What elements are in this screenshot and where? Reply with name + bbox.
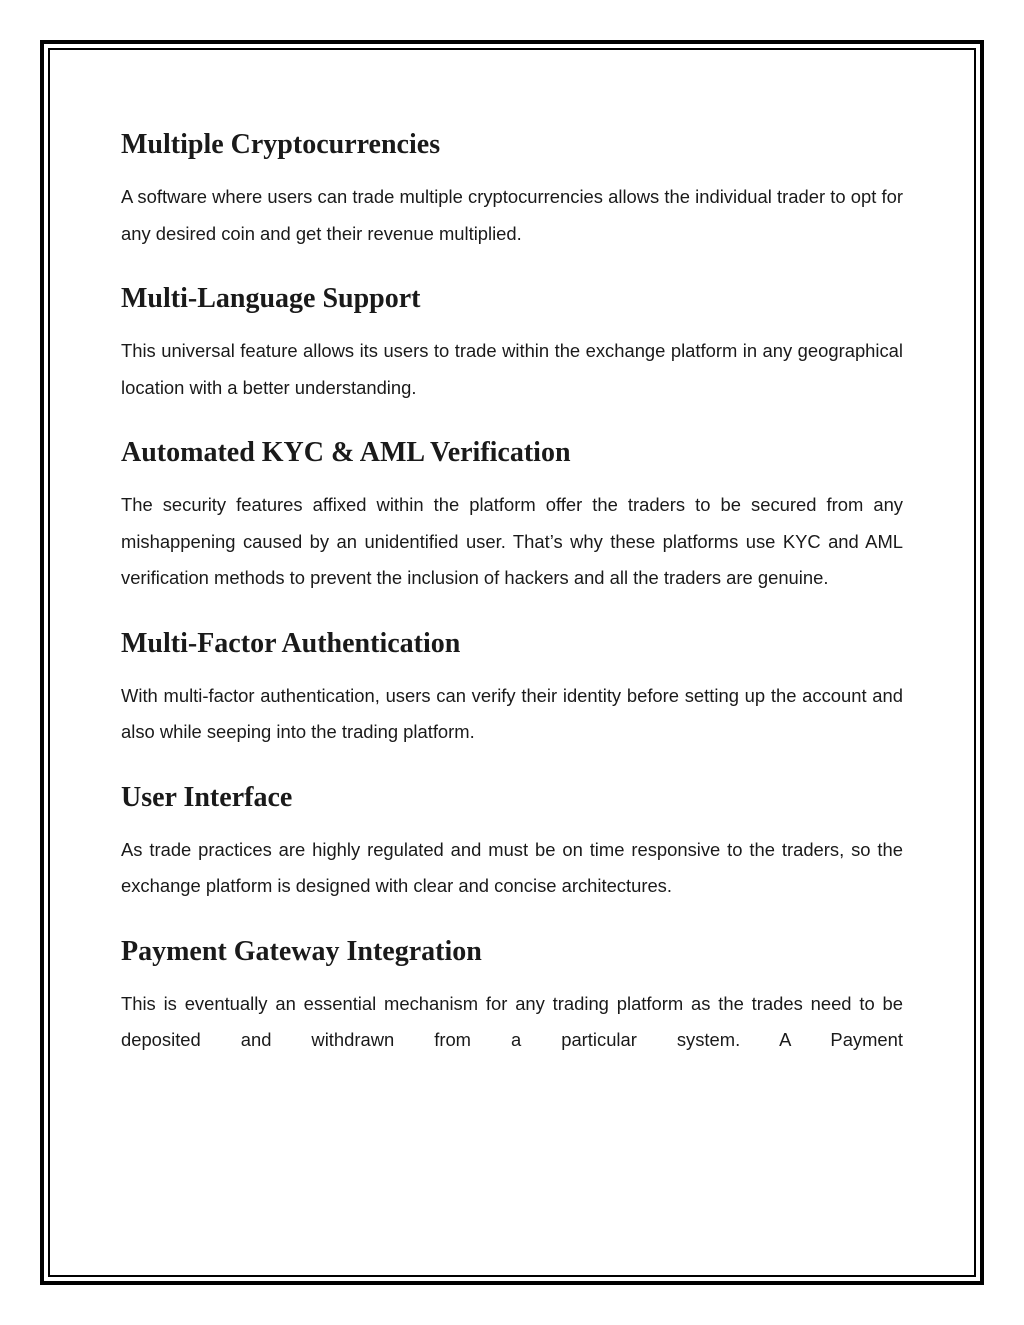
section-multiple-cryptocurrencies — [121, 124, 903, 252]
section-paragraph: As trade practices are highly regulated and must be on time responsive to the traders, so the exchange platform is designed with clear and concise architectures. — [121, 838, 903, 896]
document-content — [121, 124, 903, 1059]
section-heading: Multi-Language Support — [121, 283, 421, 314]
section-kyc-aml-verification — [121, 432, 903, 597]
section-paragraph: This is eventually an essential mechanism for any trading platform as the trades need to be deposited and withdrawn from a particular system. A Payment — [121, 992, 903, 1050]
section-heading: Multiple Cryptocurrencies — [121, 129, 441, 160]
section-user-interface — [121, 777, 903, 905]
section-paragraph: With multi-factor authentication, users can verify their identity before setting up the account and also while seeping into the trading platform. — [121, 684, 903, 742]
section-paragraph: The security features affixed within the platform offer the traders to be secured from any mishappening caused by an unidentified user. That’s why these platforms use KYC and AML verification methods to prevent the inclusion of hackers and all the traders are genuine. — [121, 494, 903, 588]
section-multi-language-support — [121, 278, 903, 406]
section-multi-factor-authentication — [121, 623, 903, 751]
section-payment-gateway-integration — [121, 931, 903, 1059]
section-paragraph: This universal feature allows its users to trade within the exchange platform in any geographical location with a better understanding. — [121, 340, 903, 398]
section-heading: User Interface — [121, 781, 293, 813]
section-heading: Payment Gateway Integration — [121, 935, 482, 967]
section-paragraph: A software where users can trade multiple cryptocurrencies allows the individual trader to opt for any desired coin and get their revenue multiplied. — [121, 186, 903, 244]
section-heading: Multi-Factor Authentication — [121, 627, 461, 659]
section-heading: Automated KYC & AML Verification — [121, 437, 571, 468]
